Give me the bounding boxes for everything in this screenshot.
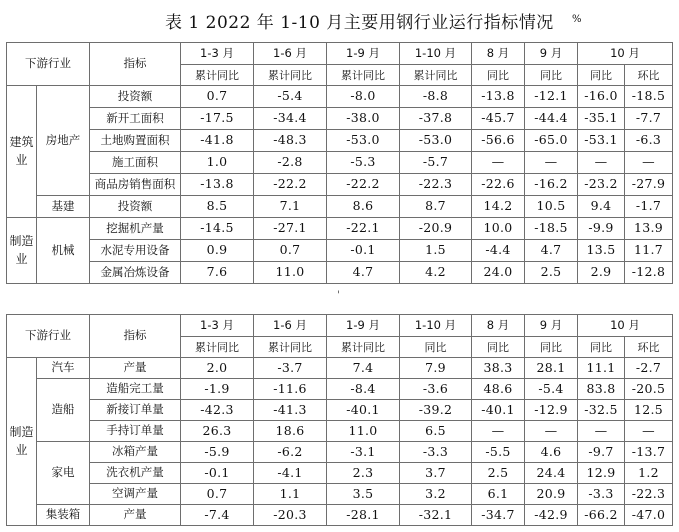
value-cell: -5.3 [327,152,400,174]
value-cell: -22.2 [327,174,400,196]
value-cell: 11.0 [254,262,327,284]
value-cell: -23.2 [578,174,625,196]
value-cell: 8.5 [181,196,254,218]
indicator-name: 新接订单量 [90,400,181,421]
indicator-name: 挖掘机产量 [90,218,181,240]
value-cell: 2.0 [181,358,254,379]
value-cell: 0.9 [181,240,254,262]
value-cell: -27.1 [254,218,327,240]
value-cell: 10.0 [472,218,525,240]
value-cell: -20.3 [254,505,327,526]
table-row [7,218,673,240]
subgroup-auto: 汽车 [37,358,90,379]
header-indicator: 指标 [90,315,181,358]
value-cell: -18.5 [625,86,673,108]
value-cell: — [525,152,578,174]
value-cell: 12.9 [578,463,625,484]
header-period: 1-3 月 [181,43,254,65]
table-row [7,400,673,421]
value-cell: -5.7 [400,152,472,174]
value-cell: 1.1 [254,484,327,505]
value-cell: -3.7 [254,358,327,379]
value-cell: -3.1 [327,442,400,463]
value-cell: -48.3 [254,130,327,152]
value-cell: 4.2 [400,262,472,284]
value-cell: 13.9 [625,218,673,240]
value-cell: 14.2 [472,196,525,218]
subheader: 同比 [525,337,578,358]
value-cell: -3.3 [578,484,625,505]
value-cell: 0.7 [181,484,254,505]
table-row [7,108,673,130]
header-period: 8 月 [472,43,525,65]
table-row [7,196,673,218]
value-cell: -66.2 [578,505,625,526]
indicator-name: 施工面积 [90,152,181,174]
value-cell: -12.9 [525,400,578,421]
value-cell: -5.4 [254,86,327,108]
header-period: 1-6 月 [254,43,327,65]
value-cell: -27.9 [625,174,673,196]
value-cell: -9.7 [578,442,625,463]
indicator-name: 空调产量 [90,484,181,505]
value-cell: -8.8 [400,86,472,108]
value-cell: -20.9 [400,218,472,240]
value-cell: -9.9 [578,218,625,240]
value-cell: -41.8 [181,130,254,152]
subgroup-container: 集装箱 [37,505,90,526]
indicator-name: 新开工面积 [90,108,181,130]
indicator-name: 土地购置面积 [90,130,181,152]
value-cell: 83.8 [578,379,625,400]
subheader: 同比 [472,65,525,86]
value-cell: 12.5 [625,400,673,421]
value-cell: -2.7 [625,358,673,379]
subheader: 环比 [625,65,673,86]
subheader: 累计同比 [327,337,400,358]
value-cell: -4.1 [254,463,327,484]
value-cell: 38.3 [472,358,525,379]
value-cell: -22.3 [400,174,472,196]
subgroup-infra: 基建 [37,196,90,218]
subheader: 累计同比 [181,65,254,86]
value-cell: -38.0 [327,108,400,130]
separator-mark: ' [337,290,340,301]
value-cell: -34.7 [472,505,525,526]
subheader: 同比 [400,337,472,358]
value-cell: -5.4 [525,379,578,400]
indicator-name: 金属冶炼设备 [90,262,181,284]
header-period: 8 月 [472,315,525,337]
value-cell: — [578,421,625,442]
header-period: 1-6 月 [254,315,327,337]
value-cell: — [525,421,578,442]
value-cell: -22.2 [254,174,327,196]
header-row [7,43,673,65]
table-title [0,6,679,33]
header-industry: 下游行业 [7,315,90,358]
value-cell: -47.0 [625,505,673,526]
value-cell: 7.4 [327,358,400,379]
table-row [7,484,673,505]
header-period: 1-3 月 [181,315,254,337]
indicator-table-1 [6,42,673,284]
table-row [7,442,673,463]
value-cell: -16.0 [578,86,625,108]
value-cell: -34.4 [254,108,327,130]
value-cell: -45.7 [472,108,525,130]
value-cell: -39.2 [400,400,472,421]
value-cell: 24.0 [472,262,525,284]
table-row [7,505,673,526]
value-cell: -5.9 [181,442,254,463]
table-row [7,379,673,400]
value-cell: -7.4 [181,505,254,526]
subgroup-machinery: 机械 [37,218,90,284]
value-cell: -56.6 [472,130,525,152]
value-cell: 28.1 [525,358,578,379]
value-cell: -28.1 [327,505,400,526]
value-cell: -37.8 [400,108,472,130]
value-cell: — [625,152,673,174]
group-manufacturing: 制造业 [7,358,37,526]
value-cell: 6.5 [400,421,472,442]
value-cell: -32.5 [578,400,625,421]
value-cell: 3.7 [400,463,472,484]
value-cell: 11.1 [578,358,625,379]
value-cell: -35.1 [578,108,625,130]
value-cell: 0.7 [181,86,254,108]
header-period: 10 月 [578,315,673,337]
group-manufacturing: 制造业 [7,218,37,284]
header-period: 10 月 [578,43,673,65]
table-row [7,358,673,379]
value-cell: 8.7 [400,196,472,218]
value-cell: 7.1 [254,196,327,218]
subheader: 累计同比 [254,65,327,86]
value-cell: -44.4 [525,108,578,130]
value-cell: -13.8 [181,174,254,196]
header-period: 1-10 月 [400,315,472,337]
group-construction: 建筑业 [7,86,37,218]
unit-label: % [572,14,582,25]
value-cell: -22.6 [472,174,525,196]
indicator-name: 手持订单量 [90,421,181,442]
value-cell: -13.8 [472,86,525,108]
value-cell: -22.1 [327,218,400,240]
value-cell: -0.1 [327,240,400,262]
subheader: 环比 [625,337,673,358]
subheader: 同比 [472,337,525,358]
value-cell: -13.7 [625,442,673,463]
indicator-name: 商品房销售面积 [90,174,181,196]
table-row [7,152,673,174]
value-cell: 4.6 [525,442,578,463]
indicator-name: 投资额 [90,86,181,108]
value-cell: 9.4 [578,196,625,218]
subheader: 累计同比 [254,337,327,358]
value-cell: 48.6 [472,379,525,400]
value-cell: 1.5 [400,240,472,262]
value-cell: -53.0 [327,130,400,152]
value-cell: -42.9 [525,505,578,526]
value-cell: 10.5 [525,196,578,218]
indicator-name: 造船完工量 [90,379,181,400]
indicator-name: 产量 [90,505,181,526]
value-cell: 1.0 [181,152,254,174]
value-cell: 2.3 [327,463,400,484]
value-cell: 0.7 [254,240,327,262]
subgroup-realestate: 房地产 [37,86,90,196]
value-cell: 18.6 [254,421,327,442]
subheader: 累计同比 [327,65,400,86]
value-cell: -22.3 [625,484,673,505]
value-cell: -6.3 [625,130,673,152]
value-cell: -14.5 [181,218,254,240]
value-cell: 26.3 [181,421,254,442]
header-industry: 下游行业 [7,43,90,86]
value-cell: 4.7 [327,262,400,284]
subheader: 同比 [578,65,625,86]
value-cell: -17.5 [181,108,254,130]
value-cell: -12.8 [625,262,673,284]
header-indicator: 指标 [90,43,181,86]
header-period: 1-10 月 [400,43,472,65]
value-cell: -18.5 [525,218,578,240]
value-cell: 7.6 [181,262,254,284]
value-cell: -2.8 [254,152,327,174]
table-row [7,174,673,196]
value-cell: -53.0 [400,130,472,152]
value-cell: -1.9 [181,379,254,400]
value-cell: 2.9 [578,262,625,284]
indicator-name: 水泥专用设备 [90,240,181,262]
table-row [7,262,673,284]
value-cell: 11.7 [625,240,673,262]
value-cell: -40.1 [472,400,525,421]
value-cell: -42.3 [181,400,254,421]
subheader: 累计同比 [400,65,472,86]
value-cell: -16.2 [525,174,578,196]
indicator-name: 洗衣机产量 [90,463,181,484]
value-cell: 2.5 [472,463,525,484]
value-cell: 3.2 [400,484,472,505]
table-row [7,463,673,484]
subheader: 同比 [525,65,578,86]
value-cell: 20.9 [525,484,578,505]
indicator-name: 冰箱产量 [90,442,181,463]
value-cell: 4.7 [525,240,578,262]
value-cell: -6.2 [254,442,327,463]
value-cell: -11.6 [254,379,327,400]
value-cell: 3.5 [327,484,400,505]
value-cell: -7.7 [625,108,673,130]
value-cell: — [472,421,525,442]
value-cell: -3.3 [400,442,472,463]
indicator-name: 产量 [90,358,181,379]
table-row [7,421,673,442]
value-cell: — [578,152,625,174]
value-cell: 11.0 [327,421,400,442]
value-cell: -12.1 [525,86,578,108]
value-cell: -4.4 [472,240,525,262]
header-row [7,315,673,337]
subgroup-appliance: 家电 [37,442,90,505]
subgroup-ship: 造船 [37,379,90,442]
table-row [7,240,673,262]
value-cell: 8.6 [327,196,400,218]
value-cell: -0.1 [181,463,254,484]
title-text: 表 1 2022 年 1-10 月主要用钢行业运行指标情况 [165,13,554,33]
indicator-name: 投资额 [90,196,181,218]
value-cell: 6.1 [472,484,525,505]
value-cell: -3.6 [400,379,472,400]
value-cell: -1.7 [625,196,673,218]
value-cell: -41.3 [254,400,327,421]
header-period: 9 月 [525,43,578,65]
value-cell: — [472,152,525,174]
value-cell: 1.2 [625,463,673,484]
table-row [7,86,673,108]
value-cell: -5.5 [472,442,525,463]
value-cell: -65.0 [525,130,578,152]
value-cell: -20.5 [625,379,673,400]
value-cell: -8.4 [327,379,400,400]
value-cell: -40.1 [327,400,400,421]
subheader: 同比 [578,337,625,358]
value-cell: -32.1 [400,505,472,526]
table-row [7,130,673,152]
value-cell: 24.4 [525,463,578,484]
header-period: 1-9 月 [327,315,400,337]
value-cell: -8.0 [327,86,400,108]
value-cell: -53.1 [578,130,625,152]
header-period: 9 月 [525,315,578,337]
value-cell: 2.5 [525,262,578,284]
value-cell: — [625,421,673,442]
indicator-table-2 [6,314,673,526]
header-period: 1-9 月 [327,43,400,65]
subheader: 累计同比 [181,337,254,358]
value-cell: 7.9 [400,358,472,379]
value-cell: 13.5 [578,240,625,262]
